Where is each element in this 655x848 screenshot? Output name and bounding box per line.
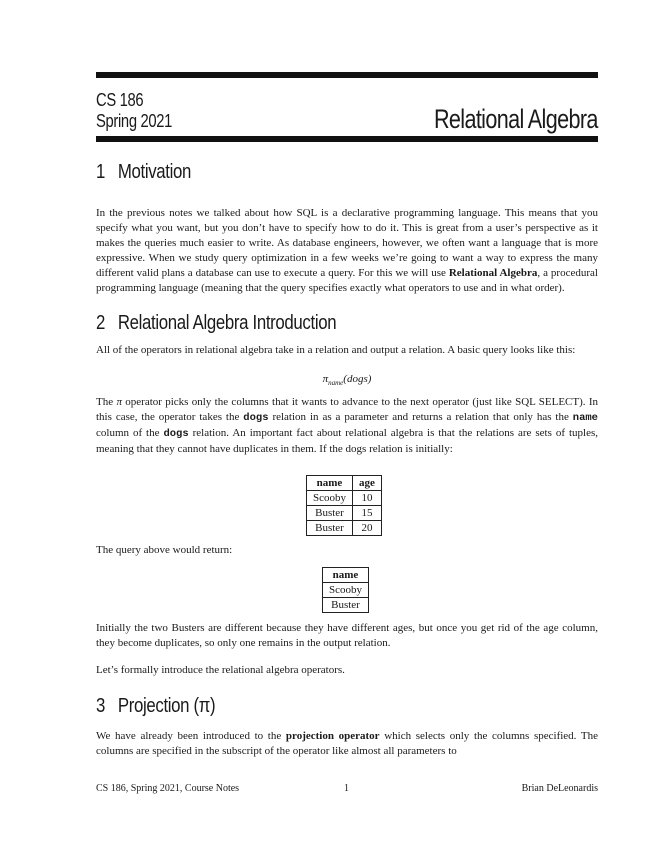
- section-number: 2: [96, 312, 106, 334]
- code-dogs: dogs: [163, 428, 189, 440]
- pi-symbol: π: [116, 396, 122, 408]
- result-table: [322, 567, 369, 613]
- table-cell: 15: [353, 506, 382, 521]
- motivation-paragraph: [96, 206, 598, 296]
- column-header: name: [307, 476, 353, 491]
- page: [96, 0, 598, 848]
- projection-formula: [96, 373, 598, 387]
- section-title: Relational Algebra Introduction: [117, 312, 337, 334]
- intro-paragraph-2: [96, 395, 598, 457]
- header-bottom-rule: [96, 136, 598, 142]
- formula-argument: (dogs): [343, 373, 372, 385]
- text-run: relation in as a parameter and returns a relation that only has the: [268, 411, 573, 423]
- bold-term: Relational Algebra: [448, 267, 538, 279]
- header-top-rule: [96, 72, 598, 78]
- table-row: [323, 598, 369, 613]
- intro-paragraph-4: Initially the two Busters are different because they have different ages, but once you get rid of the age column, they become duplicates, so only one remains in the output relation.: [96, 622, 598, 649]
- table-cell: Buster: [307, 506, 353, 521]
- table-row: [307, 521, 382, 536]
- table-cell: Buster: [307, 521, 353, 536]
- section-heading-intro: [96, 311, 336, 335]
- table-cell: 20: [353, 521, 382, 536]
- table-cell: Scooby: [323, 583, 369, 598]
- section-title: Projection (π): [117, 695, 216, 717]
- section-title: Motivation: [117, 161, 192, 183]
- code-name: name: [572, 412, 598, 424]
- footer-author: Brian DeLeonardis: [521, 783, 598, 794]
- column-header: name: [323, 568, 369, 583]
- table-row: [307, 506, 382, 521]
- intro-paragraph-1: All of the operators in relational algebra take in a relation and output a relation. A basic query looks like this:: [96, 344, 576, 356]
- table-cell: Scooby: [307, 491, 353, 506]
- text-run: which selects only the columns specified. The columns are specified in the subscript of the operator like almost all parameters to: [96, 730, 598, 757]
- formula-subscript: name: [328, 379, 344, 388]
- document-title: Relational Algebra: [434, 104, 598, 134]
- text-run: column of the: [96, 427, 164, 439]
- course-name: CS 186: [96, 90, 144, 110]
- column-header: age: [353, 476, 382, 491]
- text-run: The: [96, 396, 117, 408]
- section-number: 3: [96, 695, 106, 717]
- course-term: Spring 2021: [96, 111, 173, 131]
- code-dogs: dogs: [243, 412, 269, 424]
- footer-course: CS 186, Spring 2021, Course Notes: [96, 783, 240, 794]
- text-run: We have already been introduced to the: [96, 730, 286, 742]
- table-row: [307, 491, 382, 506]
- intro-paragraph-3: The query above would return:: [96, 544, 233, 556]
- projection-paragraph: [96, 729, 598, 759]
- section-heading-motivation: [96, 160, 191, 184]
- section-heading-projection: [96, 694, 215, 718]
- table-header-row: [323, 568, 369, 583]
- table-cell: 10: [353, 491, 382, 506]
- table-row: [323, 583, 369, 598]
- dogs-table: [306, 475, 382, 536]
- table-cell: Buster: [323, 598, 369, 613]
- pi-symbol: π: [322, 373, 329, 385]
- section-number: 1: [96, 161, 106, 183]
- header-course-info: [96, 90, 172, 132]
- bold-term: projection operator: [285, 730, 380, 742]
- table-header-row: [307, 476, 382, 491]
- text-run: In the previous notes we talked about how SQL is a declarative programming language. This means that you specify what you want, but you don’t have to specify how to do it. This is great from a user’s perspective as it makes the queries much easier to write. As database engineers, however, we often want a language that is more expressive. When we study query optimization in a few weeks we’re going to want a way to express the many different valid plans a database can use to execute a query. For this we will use: [96, 207, 598, 279]
- text-run: operator picks only the columns that it wants to advance to the next operator (just like SQL SELECT). In this case, the operator takes the: [96, 396, 599, 423]
- footer-page-number: 1: [344, 783, 349, 794]
- intro-paragraph-5: Let’s formally introduce the relational algebra operators.: [96, 664, 345, 676]
- text-run: , a procedural programming language (meaning that the query specifies exactly what operators to use and in what order).: [96, 267, 598, 294]
- text-run: relation. An important fact about relational algebra is that the relations are sets of tuples, meaning that they cannot have duplicates in them. If the dogs relation is initially:: [96, 427, 598, 455]
